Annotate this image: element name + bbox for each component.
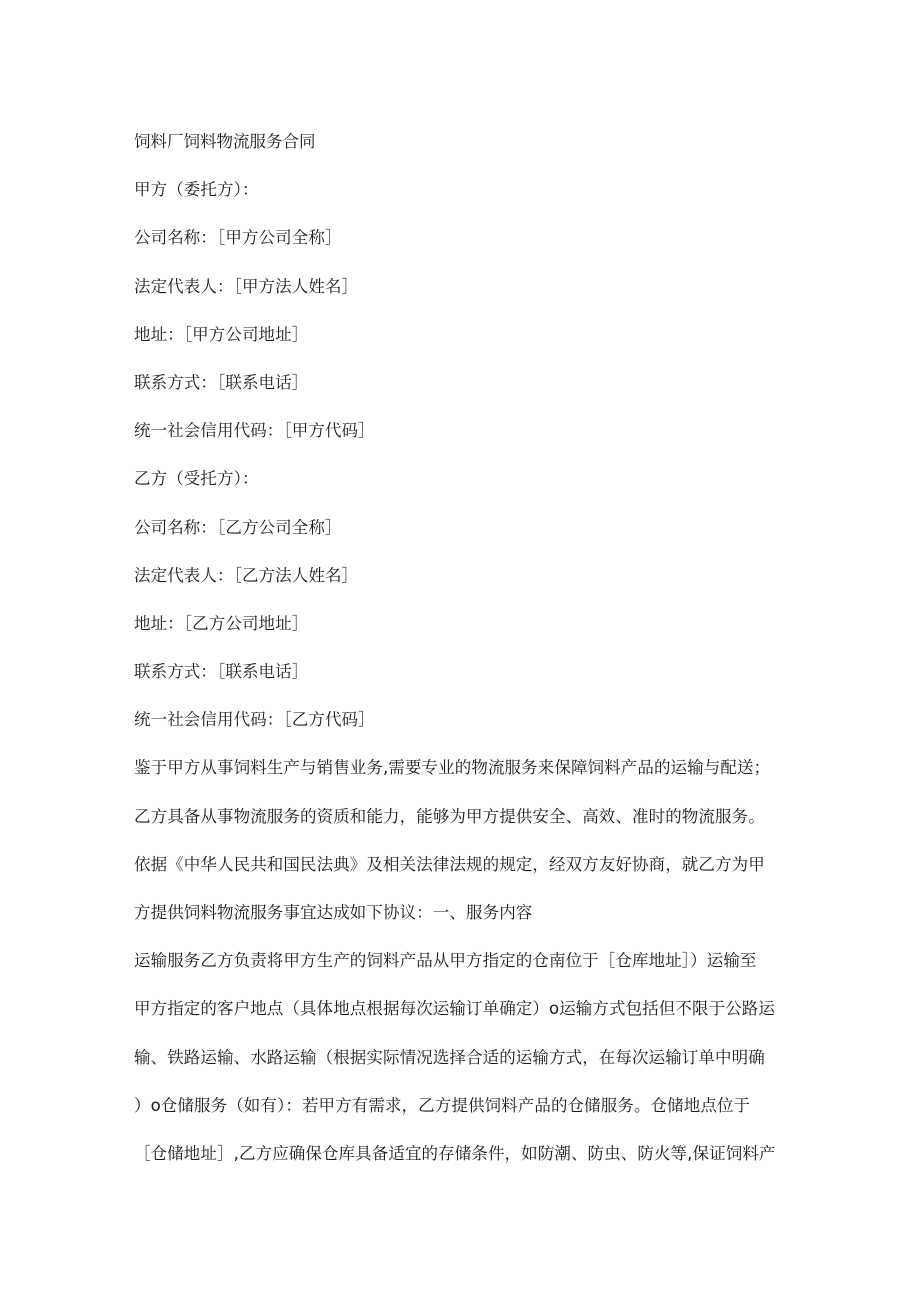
document-title: 饲料厂饲料物流服务合同 (134, 132, 316, 151)
contract-document (134, 118, 794, 1178)
party-b-heading: 乙方（受托方）： (134, 469, 259, 489)
party-b-company: 公司名称：［乙方公司全称］ (134, 517, 342, 537)
party-a-heading: 甲方（委托方）： (134, 180, 259, 200)
body-line: 运输服务乙方负责将甲方生产的饲料产品从甲方指定的仓南位于［仓库地址］）运输至 (134, 951, 757, 971)
body-line: 甲方指定的客户地点（具体地点根据每次运输订单确定）o运输方式包括但不限于公路运 (134, 999, 775, 1019)
body-line: ［仓储地址］,乙方应确保仓库具备适宜的存储条件，如防潮、防虫、防火等,保证饲料产 (134, 1143, 776, 1163)
party-a-contact: 联系方式：［联系电话］ (134, 372, 309, 392)
party-a-company: 公司名称：［甲方公司全称］ (134, 228, 342, 248)
party-b-contact: 联系方式：［联系电话］ (134, 662, 309, 682)
party-a-credit-code: 统一社会信用代码：［甲方代码］ (134, 421, 375, 441)
party-a-address: 地址：［甲方公司地址］ (134, 324, 309, 344)
body-line: 乙方具备从事物流服务的资质和能力，能够为甲方提供安全、高效、准时的物流服务。 (134, 806, 765, 826)
body-line: 方提供饲料物流服务事宜达成如下协议：一、服务内容 (134, 903, 533, 922)
party-a-representative: 法定代表人：［甲方法人姓名］ (134, 276, 359, 296)
body-line: 鉴于甲方从事饲料生产与销售业务,需要专业的物流服务来保障饲料产品的运输与配送； (134, 758, 771, 778)
body-line: 依据《中华人民共和国民法典》及相关法律法规的规定，经双方友好协商，就乙方为甲 (134, 854, 765, 874)
body-line: ）o仓储服务（如有）：若甲方有需求，乙方提供饲料产品的仓储服务。仓储地点位于 (134, 1095, 751, 1115)
body-line: 输、铁路运输、水路运输（根据实际情况选择合适的运输方式，在每次运输订单中明确 (134, 1047, 765, 1067)
party-b-credit-code: 统一社会信用代码：［乙方代码］ (134, 710, 375, 730)
party-b-representative: 法定代表人：［乙方法人姓名］ (134, 565, 359, 585)
party-b-address: 地址：［乙方公司地址］ (134, 613, 309, 633)
